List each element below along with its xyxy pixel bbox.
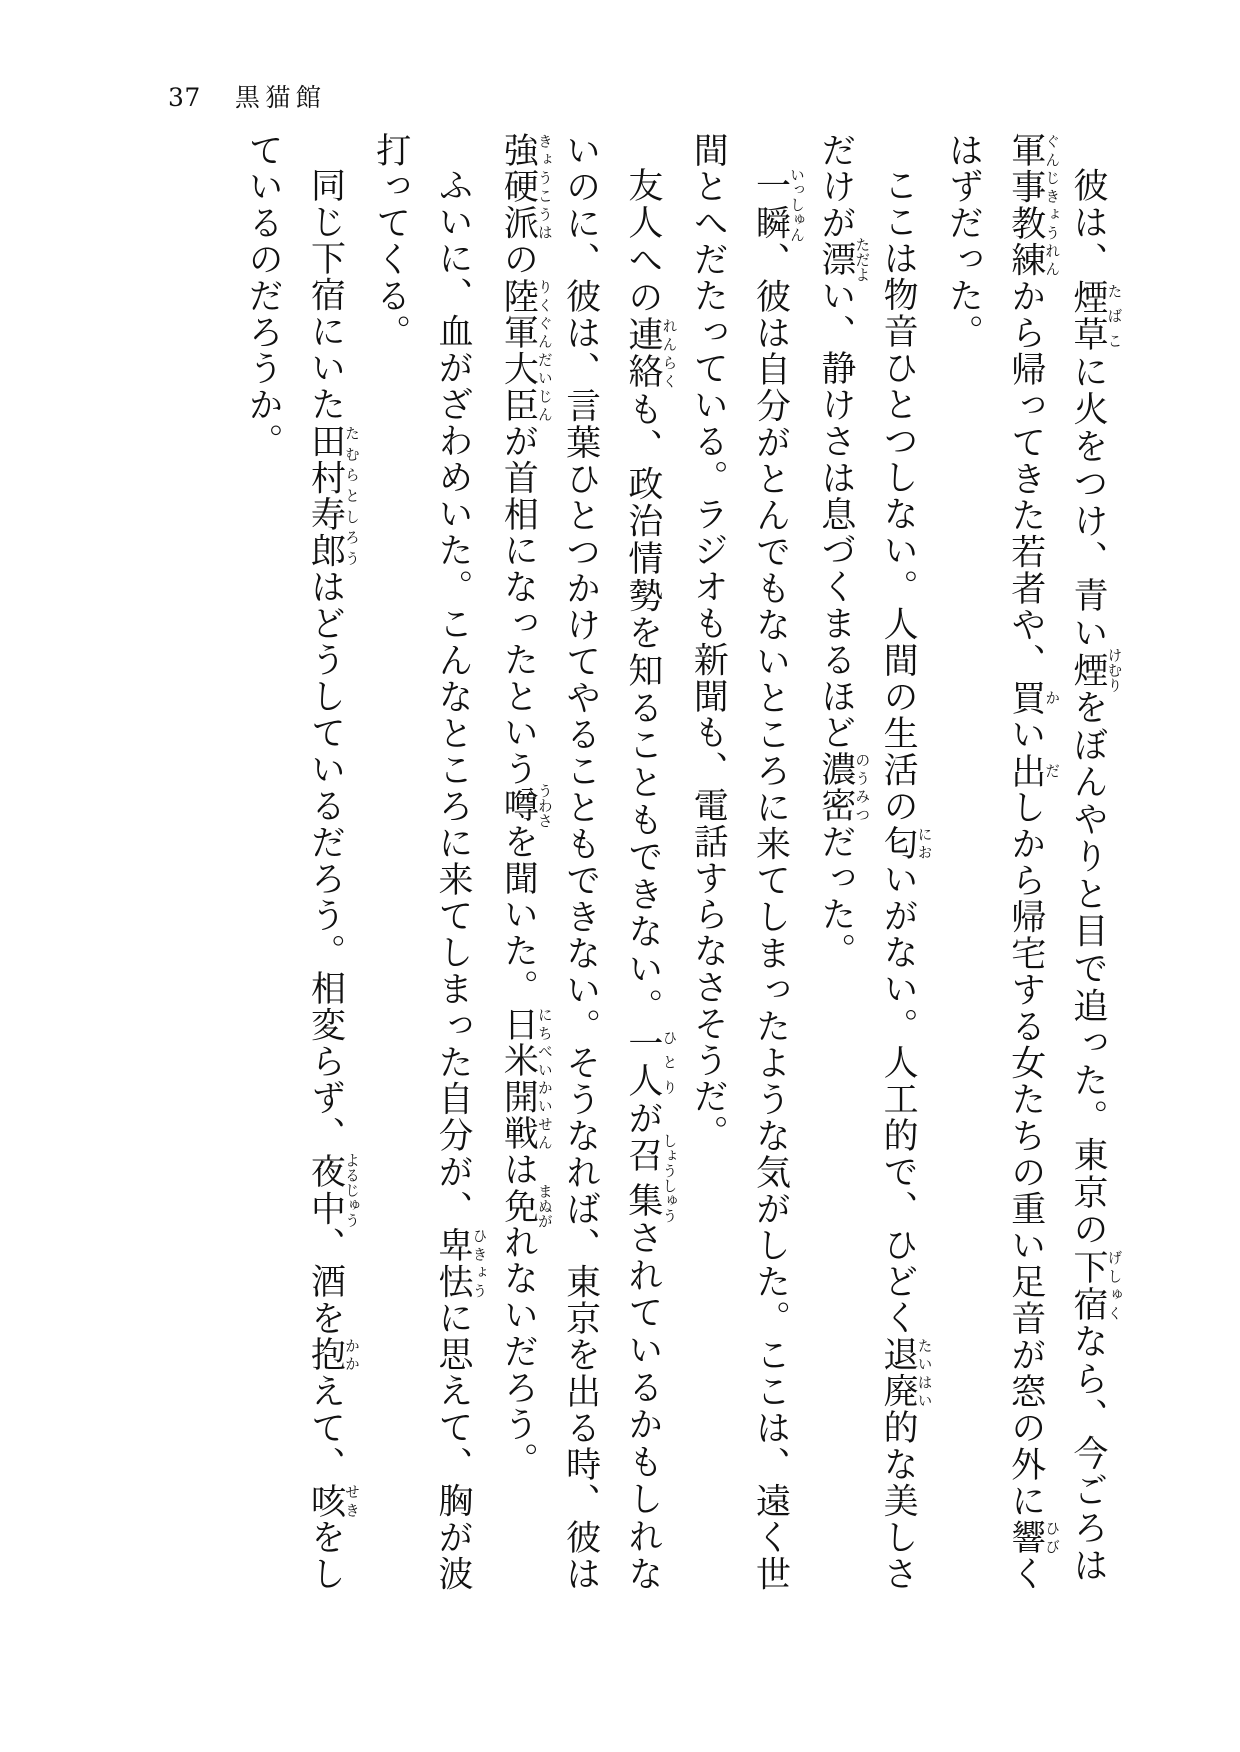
ruby-base: 下宿: [1068, 1248, 1108, 1324]
ruby-base: 田村寿郎: [305, 422, 346, 569]
ruby-annotation: まぬが: [535, 1183, 553, 1229]
ruby-annotation: だ: [1043, 752, 1061, 789]
ruby-base: 匂: [878, 824, 919, 862]
ruby-annotation: ぐんじきょうれん: [1043, 132, 1061, 278]
ruby-annotation: にちべいかいせん: [535, 1005, 553, 1152]
ruby-text: [498, 1005, 553, 1152]
text-run: に火をつけ、青い: [1068, 353, 1108, 652]
ruby-base: 陸軍大臣: [498, 277, 539, 424]
ruby-text: [305, 1482, 360, 1520]
text-run: は: [498, 1151, 539, 1188]
paragraph: [932, 132, 1122, 1592]
text-run: 、酒を: [305, 1226, 346, 1337]
text-run: 彼は、: [1068, 167, 1108, 279]
text-run: れないだろう。: [498, 1224, 539, 1479]
ruby-text: [1005, 752, 1061, 790]
ruby-text: [1068, 1248, 1123, 1324]
paragraph: [232, 132, 360, 1592]
ruby-annotation: のうみつ: [853, 750, 871, 824]
text-run: えて、: [305, 1372, 346, 1483]
ruby-annotation: けむり: [1105, 647, 1123, 693]
text-run: を聞いた。: [498, 823, 539, 1006]
ruby-annotation: か: [1043, 679, 1061, 716]
ruby-annotation: しょうしゅう: [660, 1133, 678, 1224]
ruby-annotation: げしゅく: [1105, 1248, 1123, 1323]
text-run: が首相になったという: [498, 423, 539, 788]
ruby-base: 日米開戦: [498, 1005, 539, 1152]
ruby-text: [878, 1336, 933, 1410]
ruby-text: [622, 1133, 678, 1224]
ruby-base: 煙草: [1068, 278, 1108, 354]
text-run: 東京の: [1068, 1136, 1108, 1249]
ruby-text: [498, 782, 553, 828]
text-run: が: [622, 1100, 663, 1138]
ruby-text: [1068, 647, 1123, 693]
ruby-base: 連絡: [622, 316, 663, 391]
ruby-text: [1068, 278, 1123, 354]
text-run: 友人への: [622, 167, 663, 317]
text-run: ふいに、血がざわめいた。こんなところに来てしまった自分が、: [433, 167, 474, 1227]
ruby-annotation: きょうこうは: [535, 132, 553, 242]
ruby-base: 買: [1005, 679, 1046, 717]
ruby-base: 強硬派: [498, 132, 539, 242]
ruby-base: 漂: [815, 236, 856, 282]
text-run: なら、今ごろは: [1068, 1323, 1108, 1584]
paragraph: [487, 132, 677, 1592]
ruby-annotation: かか: [342, 1336, 360, 1373]
ruby-base: 煙: [1068, 647, 1108, 693]
ruby-text: [305, 1336, 360, 1373]
text-run: 的な美しさだけが: [815, 132, 919, 1593]
text-run: 同じ下宿にいた: [305, 167, 346, 423]
text-run: をぼんやりと目で追った。: [1068, 688, 1108, 1137]
ruby-annotation: りくぐんだいじん: [535, 277, 553, 424]
page-number: 37: [168, 83, 201, 112]
text-run: いがない。人工的で、ひどく: [878, 861, 919, 1337]
ruby-text: [815, 750, 871, 824]
book-title: 黒猫館: [234, 83, 327, 112]
ruby-annotation: ひび: [1043, 1519, 1061, 1556]
text-run: 、彼は自分がとんでもないところに来てしまったような気がした。ここは、遠く世間とへだたっている。ラジオも新聞も、電話すらなさそうだ。: [688, 132, 791, 1592]
ruby-text: [305, 422, 360, 569]
ruby-annotation: れんらく: [660, 316, 678, 391]
ruby-text: [622, 316, 678, 391]
ruby-text: [305, 1152, 360, 1228]
ruby-text: [750, 167, 806, 242]
text-run: い、静けさは息づくまるほど: [815, 277, 856, 751]
text-run: されているかもしれないのに、彼は、言葉ひとつかけてやることもできない。そうなれば、東京を出る時、彼は: [560, 132, 663, 1592]
ruby-base: 噂: [498, 782, 539, 828]
ruby-text: [498, 132, 553, 242]
text-run: も、政治情勢を知ることもできない。: [622, 390, 663, 1026]
ruby-text: [498, 1183, 553, 1229]
ruby-annotation: ひきょう: [470, 1226, 488, 1300]
ruby-annotation: にお: [915, 824, 933, 862]
ruby-text: [433, 1226, 488, 1300]
ruby-annotation: ただよ: [853, 236, 871, 282]
text-run: い: [1005, 716, 1046, 753]
text-run: だった。: [815, 823, 856, 970]
ruby-annotation: せき: [342, 1482, 360, 1519]
ruby-annotation: いっしゅん: [788, 167, 806, 242]
ruby-text: [1005, 1519, 1061, 1556]
ruby-base: 一人: [622, 1025, 663, 1101]
ruby-base: 抱: [305, 1336, 346, 1373]
ruby-text: [622, 1025, 678, 1101]
text-run: から帰ってきた若者や、: [1005, 278, 1046, 680]
body-text: [122, 132, 1122, 1592]
paragraph: [805, 132, 933, 1592]
text-run: はどうしているだろう。相変らず、: [305, 568, 346, 1153]
text-run: をしているのだろうか。: [243, 132, 346, 1592]
paragraph: [677, 132, 805, 1592]
ruby-base: 軍事教練: [1005, 132, 1046, 279]
ruby-base: 夜中: [305, 1152, 346, 1228]
paragraph: [359, 132, 487, 1592]
ruby-annotation: たむらとしろう: [342, 422, 360, 569]
text-run: ここは物音ひとつしない。人間の生活の: [878, 167, 919, 825]
ruby-base: 響: [1005, 1519, 1046, 1556]
ruby-base: 退廃: [878, 1336, 919, 1410]
text-run: の: [498, 241, 539, 278]
ruby-text: [815, 236, 871, 282]
ruby-base: 卑怯: [433, 1226, 474, 1300]
ruby-text: [878, 824, 933, 862]
ruby-annotation: たいはい: [915, 1336, 933, 1410]
ruby-annotation: うわさ: [535, 782, 553, 828]
ruby-base: 出: [1005, 752, 1046, 790]
ruby-text: [498, 277, 553, 424]
ruby-base: 一瞬: [750, 167, 791, 242]
ruby-annotation: ひとり: [660, 1025, 678, 1100]
ruby-base: 免: [498, 1183, 539, 1229]
ruby-annotation: よるじゅう: [342, 1152, 360, 1228]
ruby-text: [1005, 132, 1061, 279]
text-run: くはずだった。: [943, 132, 1046, 1593]
running-head: [168, 78, 326, 114]
ruby-annotation: たばこ: [1105, 278, 1123, 353]
ruby-base: 濃密: [815, 750, 856, 824]
ruby-text: [1005, 679, 1061, 717]
ruby-base: 咳: [305, 1482, 346, 1520]
ruby-base: 召集: [622, 1133, 663, 1224]
text-run: に思えて、胸が波打ってくる。: [370, 132, 474, 1592]
text-run: しから帰宅する女たちの重い足音が窓の外に: [1005, 789, 1046, 1520]
